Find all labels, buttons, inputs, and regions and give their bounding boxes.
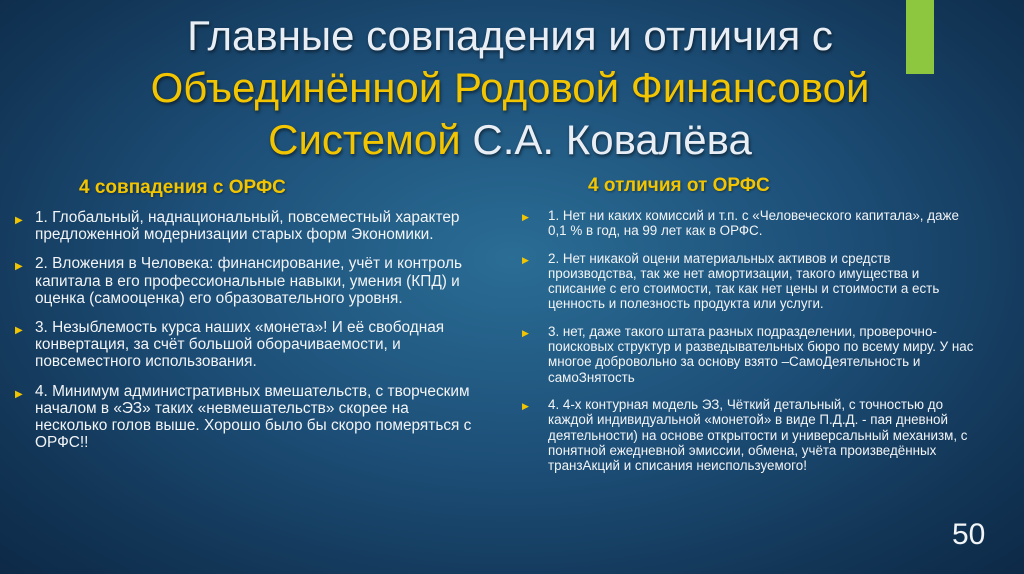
list-item	[520, 324, 978, 385]
differences-list	[520, 208, 978, 473]
bullet-arrow-icon: ▶	[15, 388, 23, 400]
bullet-arrow-icon: ▶	[522, 327, 529, 338]
list-item	[520, 397, 978, 473]
bullet-arrow-icon: ▶	[522, 212, 529, 222]
item-text: 1. Нет ни каких комиссий и т.п. с «Человеческого капитала», даже 0,1 % в год, на 99 лет как в ОРФС.	[548, 208, 959, 239]
list-item	[14, 209, 480, 243]
slide-title	[90, 10, 930, 166]
similarities-column	[14, 176, 480, 463]
bullet-arrow-icon: ▶	[15, 215, 23, 226]
title-part-3: С.А. Ковалёва	[460, 116, 752, 163]
differences-heading: 4 отличия от ОРФС	[588, 175, 770, 196]
similarities-list	[14, 209, 480, 451]
list-item	[520, 208, 978, 239]
bullet-arrow-icon: ▶	[522, 400, 529, 411]
differences-column	[520, 174, 978, 485]
item-text: 4. 4-х контурная модель ЭЗ, Чёткий детальный, с точностью до каждой индивидуальной «монетой» в виде П.Д.Д. - пая дневной деятельности) на основе открытости и универсальный механизм, с понятной ежедневной эмиссии, обмена, учёта произведённых транзАкций и списания неиспользуемого!	[548, 396, 968, 474]
list-item	[14, 383, 480, 452]
bullet-arrow-icon: ▶	[15, 325, 23, 337]
item-text: 2. Вложения в Человека: финансирование, учёт и контроль капитала в его профессиональные навыки, умения (КПД) и оценка (самооценка) его образовательного уровня.	[35, 255, 462, 307]
title-highlight: Объединённой Родовой Финансовой Системой	[150, 64, 870, 163]
bullet-arrow-icon: ▶	[15, 261, 23, 273]
list-item	[14, 255, 480, 307]
list-item	[520, 251, 978, 312]
similarities-heading: 4 совпадения с ОРФС	[79, 177, 286, 198]
list-item	[14, 319, 480, 371]
item-text: 2. Нет никакой оцени материальных активов и средств производства, так же нет амортизации, такого имущества и списание с его стоимости, так как нет цены и стоимости а есть ценность и полезность продукта или услуги.	[548, 250, 940, 312]
item-text: 3. Незыблемость курса наших «монета»! И её свободная конвертация, за счёт большой оборачиваемости, и повсеместного использования.	[35, 319, 445, 371]
slide-number: 50	[952, 518, 986, 551]
bullet-arrow-icon: ▶	[522, 254, 529, 265]
item-text: 4. Минимум административных вмешательств, с творческим началом в «ЭЗ» таких «невмешательств» скорее на несколько голов выше. Хорошо было бы скоро померяться с ОРФС!!	[35, 382, 472, 452]
title-part-1: Главные совпадения и отличия с	[187, 12, 833, 59]
item-text: 3. нет, даже такого штата разных подразделении, проверочно-поисковых структур и разведывательных бюро по всему миру. У нас многое добровольно за основу взято –СамоДеятельность и самоЗнятость	[548, 323, 974, 385]
item-text: 1. Глобальный, наднациональный, повсеместный характер предложенной модернизации старых форм Экономики.	[35, 209, 460, 244]
